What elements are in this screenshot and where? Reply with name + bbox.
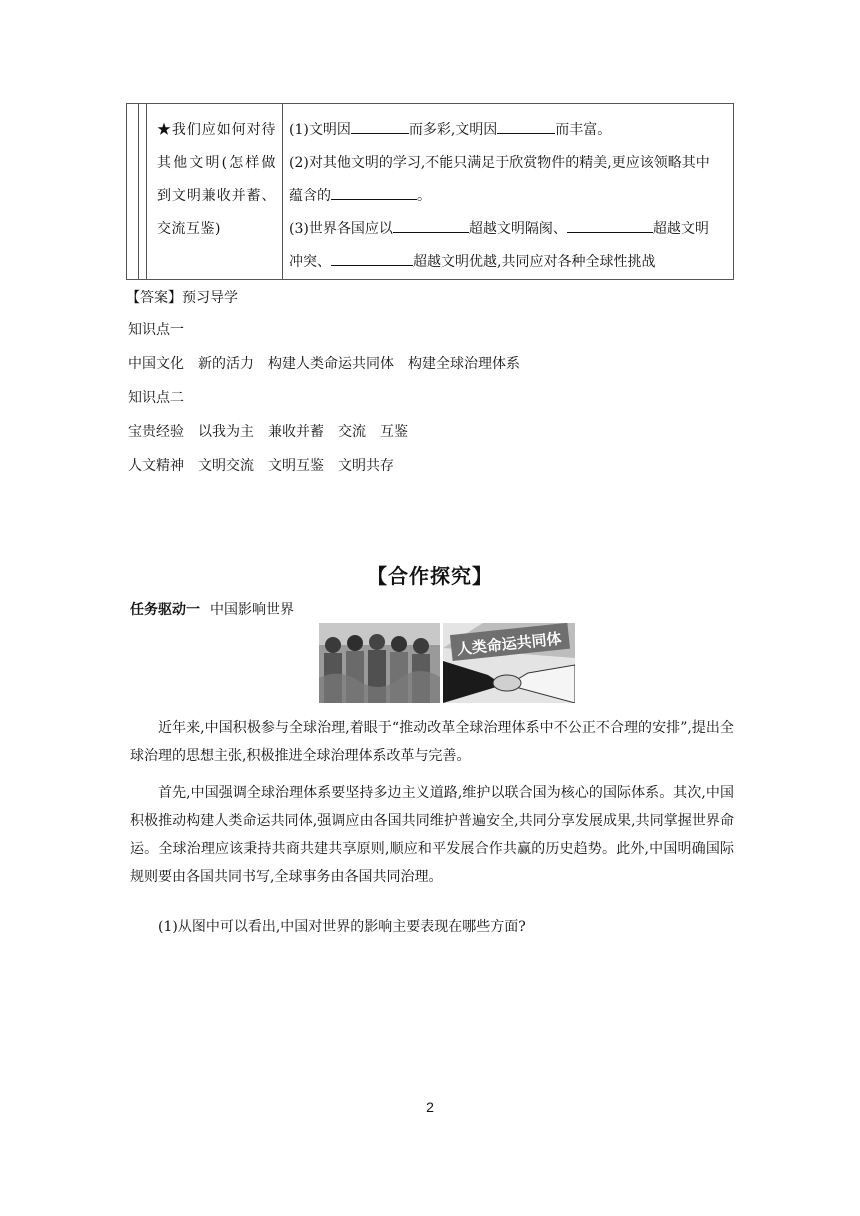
point2-title: 知识点二 (128, 390, 184, 406)
point2-items-b: 人文精神 文明交流 文明互鉴 文明共存 (128, 458, 394, 474)
page-number: 2 (426, 1099, 434, 1115)
fill-item-3: (3)世界各国应以 超越文明隔阂、 超越文明 冲突、 超越文明优越,共同应对各种全球性挑战 (289, 213, 727, 279)
blank-field[interactable] (331, 185, 417, 200)
answer-heading: 【答案】预习导学 (126, 290, 238, 306)
fill-item-2: (2)对其他文明的学习,不能只满足于欣赏物件的精美,更应该领略其中 蕴含的 。 (289, 155, 710, 204)
task-line (130, 599, 294, 619)
point1-items: 中国文化 新的活力 构建人类命运共同体 构建全球治理体系 (128, 356, 520, 372)
banner-text: 人类命运共同体 (456, 629, 563, 659)
task-title: 中国影响世界 (210, 602, 294, 618)
blank-field[interactable] (393, 218, 469, 233)
blank-field[interactable] (567, 218, 653, 233)
point2-items-a: 宝贵经验 以我为主 兼收并蓄 交流 互鉴 (128, 424, 408, 440)
task-label: 任务驱动一 (130, 602, 200, 618)
question-1: (1)从图中可以看出,中国对世界的影响主要表现在哪些方面? (158, 919, 526, 935)
blank-field[interactable] (497, 119, 555, 134)
blank-field[interactable] (331, 251, 413, 266)
group-photo-image (319, 623, 440, 703)
study-table (126, 103, 734, 280)
table-margin-cell (127, 104, 147, 280)
table-question-cell: ★我们应如何对待其他文明(怎样做到文明兼收并蓄、交流互鉴) (147, 104, 283, 280)
point1-title: 知识点一 (128, 322, 184, 338)
table-answer-cell (283, 104, 734, 280)
blank-field[interactable] (351, 119, 409, 134)
handshake-image (443, 623, 575, 703)
section-title: 【合作探究】 (367, 564, 493, 588)
paragraph-2: 首先,中国强调全球治理体系要坚持多边主义道路,维护以联合国为核心的国际体系。其次,中国积极推动构建人类命运共同体,强调应由各国共同维护普遍安全,共同分享发展成果,共同掌握世界命运。全球治理应该秉持共商共建共享原则,顺应和平发展合作共赢的历史趋势。此外,中国明确国际规则要由各国共同书写,全球事务由各国共同治理。 (130, 785, 734, 885)
paragraph-1: 近年来,中国积极参与全球治理,着眼于“推动改革全球治理体系中不公正不合理的安排”,提出全球治理的思想主张,积极推进全球治理体系改革与完善。 (130, 720, 734, 764)
fill-item-1: (1)文明因 而多彩,文明因 而丰富。 (289, 114, 727, 147)
